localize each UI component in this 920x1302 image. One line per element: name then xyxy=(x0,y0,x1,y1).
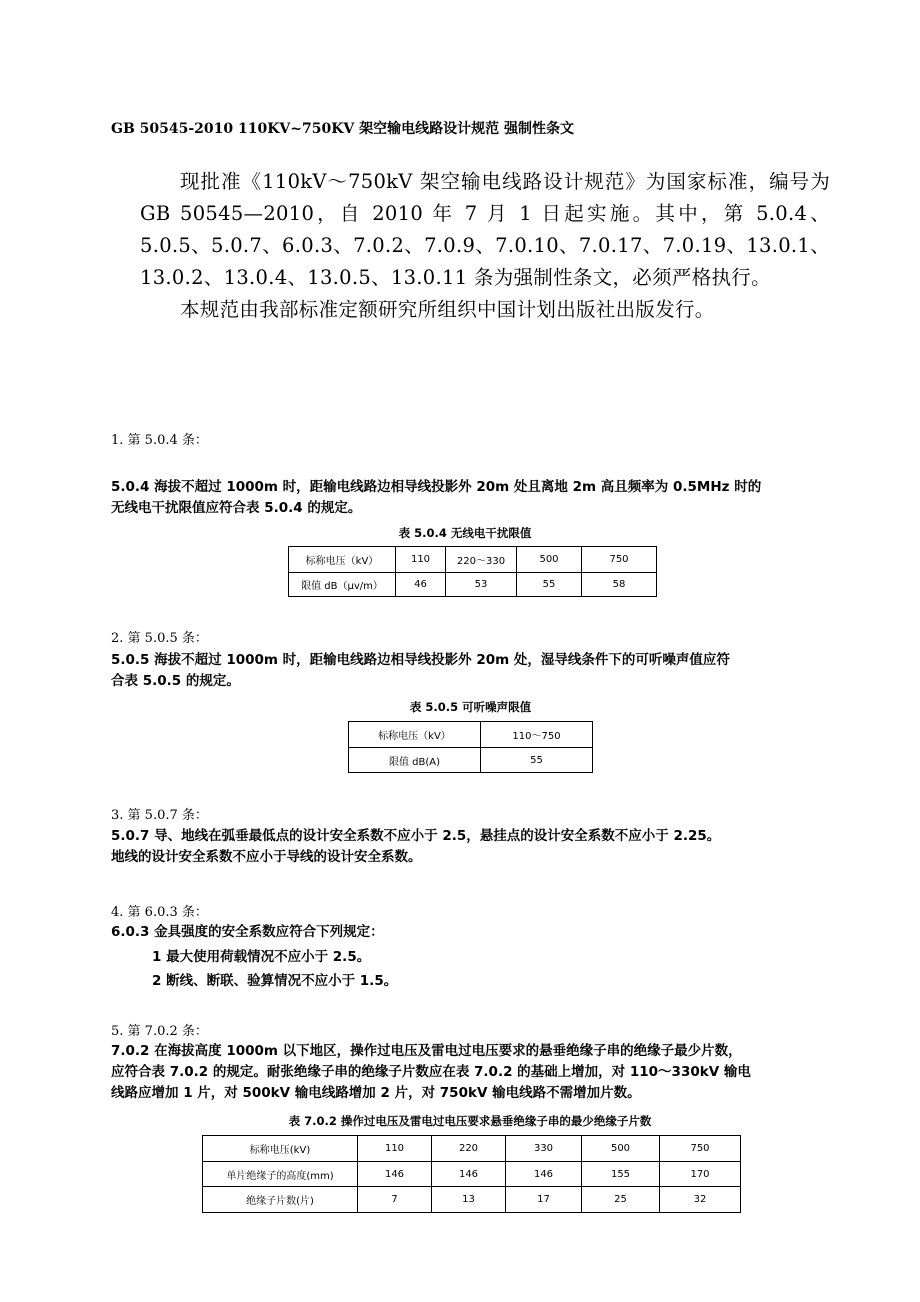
table-caption: 表 7.0.2 操作过电压及雷电过电压要求悬垂绝缘子串的最少绝缘子片数 xyxy=(288,1114,652,1128)
clause-text xyxy=(111,826,831,868)
table-cell: 限值 dB（μv/m） xyxy=(289,573,396,597)
table-cell: 110～750 xyxy=(481,722,593,748)
table-7-0-2 xyxy=(202,1135,741,1213)
table-cell: 单片绝缘子的高度(mm) xyxy=(203,1162,358,1187)
table-row xyxy=(289,573,657,597)
table-cell: 限值 dB(A) xyxy=(349,748,481,773)
table-cell: 750 xyxy=(582,547,657,573)
table-cell: 146 xyxy=(358,1162,432,1187)
table-cell: 53 xyxy=(446,573,517,597)
clause-line: 合表 5.0.5 的规定。 xyxy=(111,673,240,689)
clause-line: 5.0.5 海拔不超过 1000m 时，距输电线路边相导线投影外 20m 处，湿导线条件下的可听噪声值应符 xyxy=(111,652,730,668)
table-row xyxy=(203,1162,741,1187)
table-cell: 55 xyxy=(517,573,582,597)
table-cell: 220 xyxy=(432,1136,506,1162)
item-heading: 4. 第 6.0.3 条： xyxy=(111,905,208,920)
table-cell: 标称电压（kV） xyxy=(289,547,396,573)
table-cell: 13 xyxy=(432,1187,506,1213)
table-cell: 220～330 xyxy=(446,547,517,573)
clause-line: 5.0.7 导、地线在弧垂最低点的设计安全系数不应小于 2.5，悬挂点的设计安全系数不应小于 2.25。 xyxy=(111,828,721,844)
table-cell: 155 xyxy=(582,1162,660,1187)
clause-line: 6.0.3 金具强度的安全系数应符合下列规定： xyxy=(111,924,384,940)
table-cell: 146 xyxy=(506,1162,582,1187)
item-heading: 1. 第 5.0.4 条： xyxy=(111,433,208,448)
table-caption: 表 5.0.5 可听噪声限值 xyxy=(409,700,532,714)
table-5-0-4 xyxy=(288,546,657,597)
table-row xyxy=(349,748,593,773)
table-cell: 标称电压（kV） xyxy=(349,722,481,748)
table-cell: 500 xyxy=(582,1136,660,1162)
table-caption: 表 5.0.4 无线电干扰限值 xyxy=(398,526,532,540)
announcement-paragraph: 本规范由我部标准定额研究所组织中国计划出版社出版发行。 xyxy=(180,298,715,321)
item-heading: 5. 第 7.0.2 条： xyxy=(111,1024,208,1039)
table-cell: 25 xyxy=(582,1187,660,1213)
clause-text xyxy=(111,477,831,519)
table-cell: 110 xyxy=(358,1136,432,1162)
table-cell: 170 xyxy=(660,1162,741,1187)
document-title: GB 50545-2010 110KV~750KV 架空输电线路设计规范 强制性条文 xyxy=(111,121,575,137)
table-cell: 7 xyxy=(358,1187,432,1213)
table-cell: 绝缘子片数(片) xyxy=(203,1187,358,1213)
table-cell: 46 xyxy=(396,573,446,597)
clause-line: 地线的设计安全系数不应小于导线的设计安全系数。 xyxy=(111,849,422,865)
announcement-paragraph: 现批准《110kV～750kV 架空输电线路设计规范》为国家标准，编号为 GB 50545—2010，自 2010 年 7 月 1 日起实施。其中，第 5.0.4、5.0.5、5.0.7、6.0.3、7.0.2、7.0.9、7.0.10、7.0.17、7.0.19、13.0.1、13.0.2、13.0.4、13.0.5、13.0.11 条为强制性条文，必须严格执行。 xyxy=(140,170,830,289)
sub-item: 2 断线、断联、验算情况不应小于 1.5。 xyxy=(152,973,398,989)
clause-line: 7.0.2 在海拔高度 1000m 以下地区，操作过电压及雷电过电压要求的悬垂绝缘子串的绝缘子最少片数， xyxy=(111,1043,742,1059)
clause-text xyxy=(111,650,831,692)
table-cell: 500 xyxy=(517,547,582,573)
item-heading: 3. 第 5.0.7 条： xyxy=(111,808,208,823)
table-cell: 110 xyxy=(396,547,446,573)
table-cell: 750 xyxy=(660,1136,741,1162)
table-row xyxy=(289,547,657,573)
table-row xyxy=(349,722,593,748)
table-cell: 55 xyxy=(481,748,593,773)
sub-item: 1 最大使用荷载情况不应小于 2.5。 xyxy=(152,949,371,965)
table-cell: 17 xyxy=(506,1187,582,1213)
item-heading: 2. 第 5.0.5 条： xyxy=(111,631,208,646)
table-row xyxy=(203,1136,741,1162)
clause-line: 线路应增加 1 片，对 500kV 输电线路增加 2 片，对 750kV 输电线路不需增加片数。 xyxy=(111,1085,641,1101)
table-cell: 标称电压(kV) xyxy=(203,1136,358,1162)
table-cell: 146 xyxy=(432,1162,506,1187)
approval-announcement xyxy=(140,166,830,326)
table-cell: 32 xyxy=(660,1187,741,1213)
clause-text xyxy=(111,1041,841,1104)
table-cell: 330 xyxy=(506,1136,582,1162)
clause-line: 应符合表 7.0.2 的规定。耐张绝缘子串的绝缘子片数应在表 7.0.2 的基础上增加，对 110～330kV 输电 xyxy=(111,1064,751,1080)
clause-line: 5.0.4 海拔不超过 1000m 时，距输电线路边相导线投影外 20m 处且离地 2m 高且频率为 0.5MHz 时的 xyxy=(111,479,762,495)
table-5-0-5 xyxy=(348,721,593,773)
clause-text xyxy=(111,922,831,943)
clause-line: 无线电干扰限值应符合表 5.0.4 的规定。 xyxy=(111,500,362,516)
table-cell: 58 xyxy=(582,573,657,597)
table-row xyxy=(203,1187,741,1213)
